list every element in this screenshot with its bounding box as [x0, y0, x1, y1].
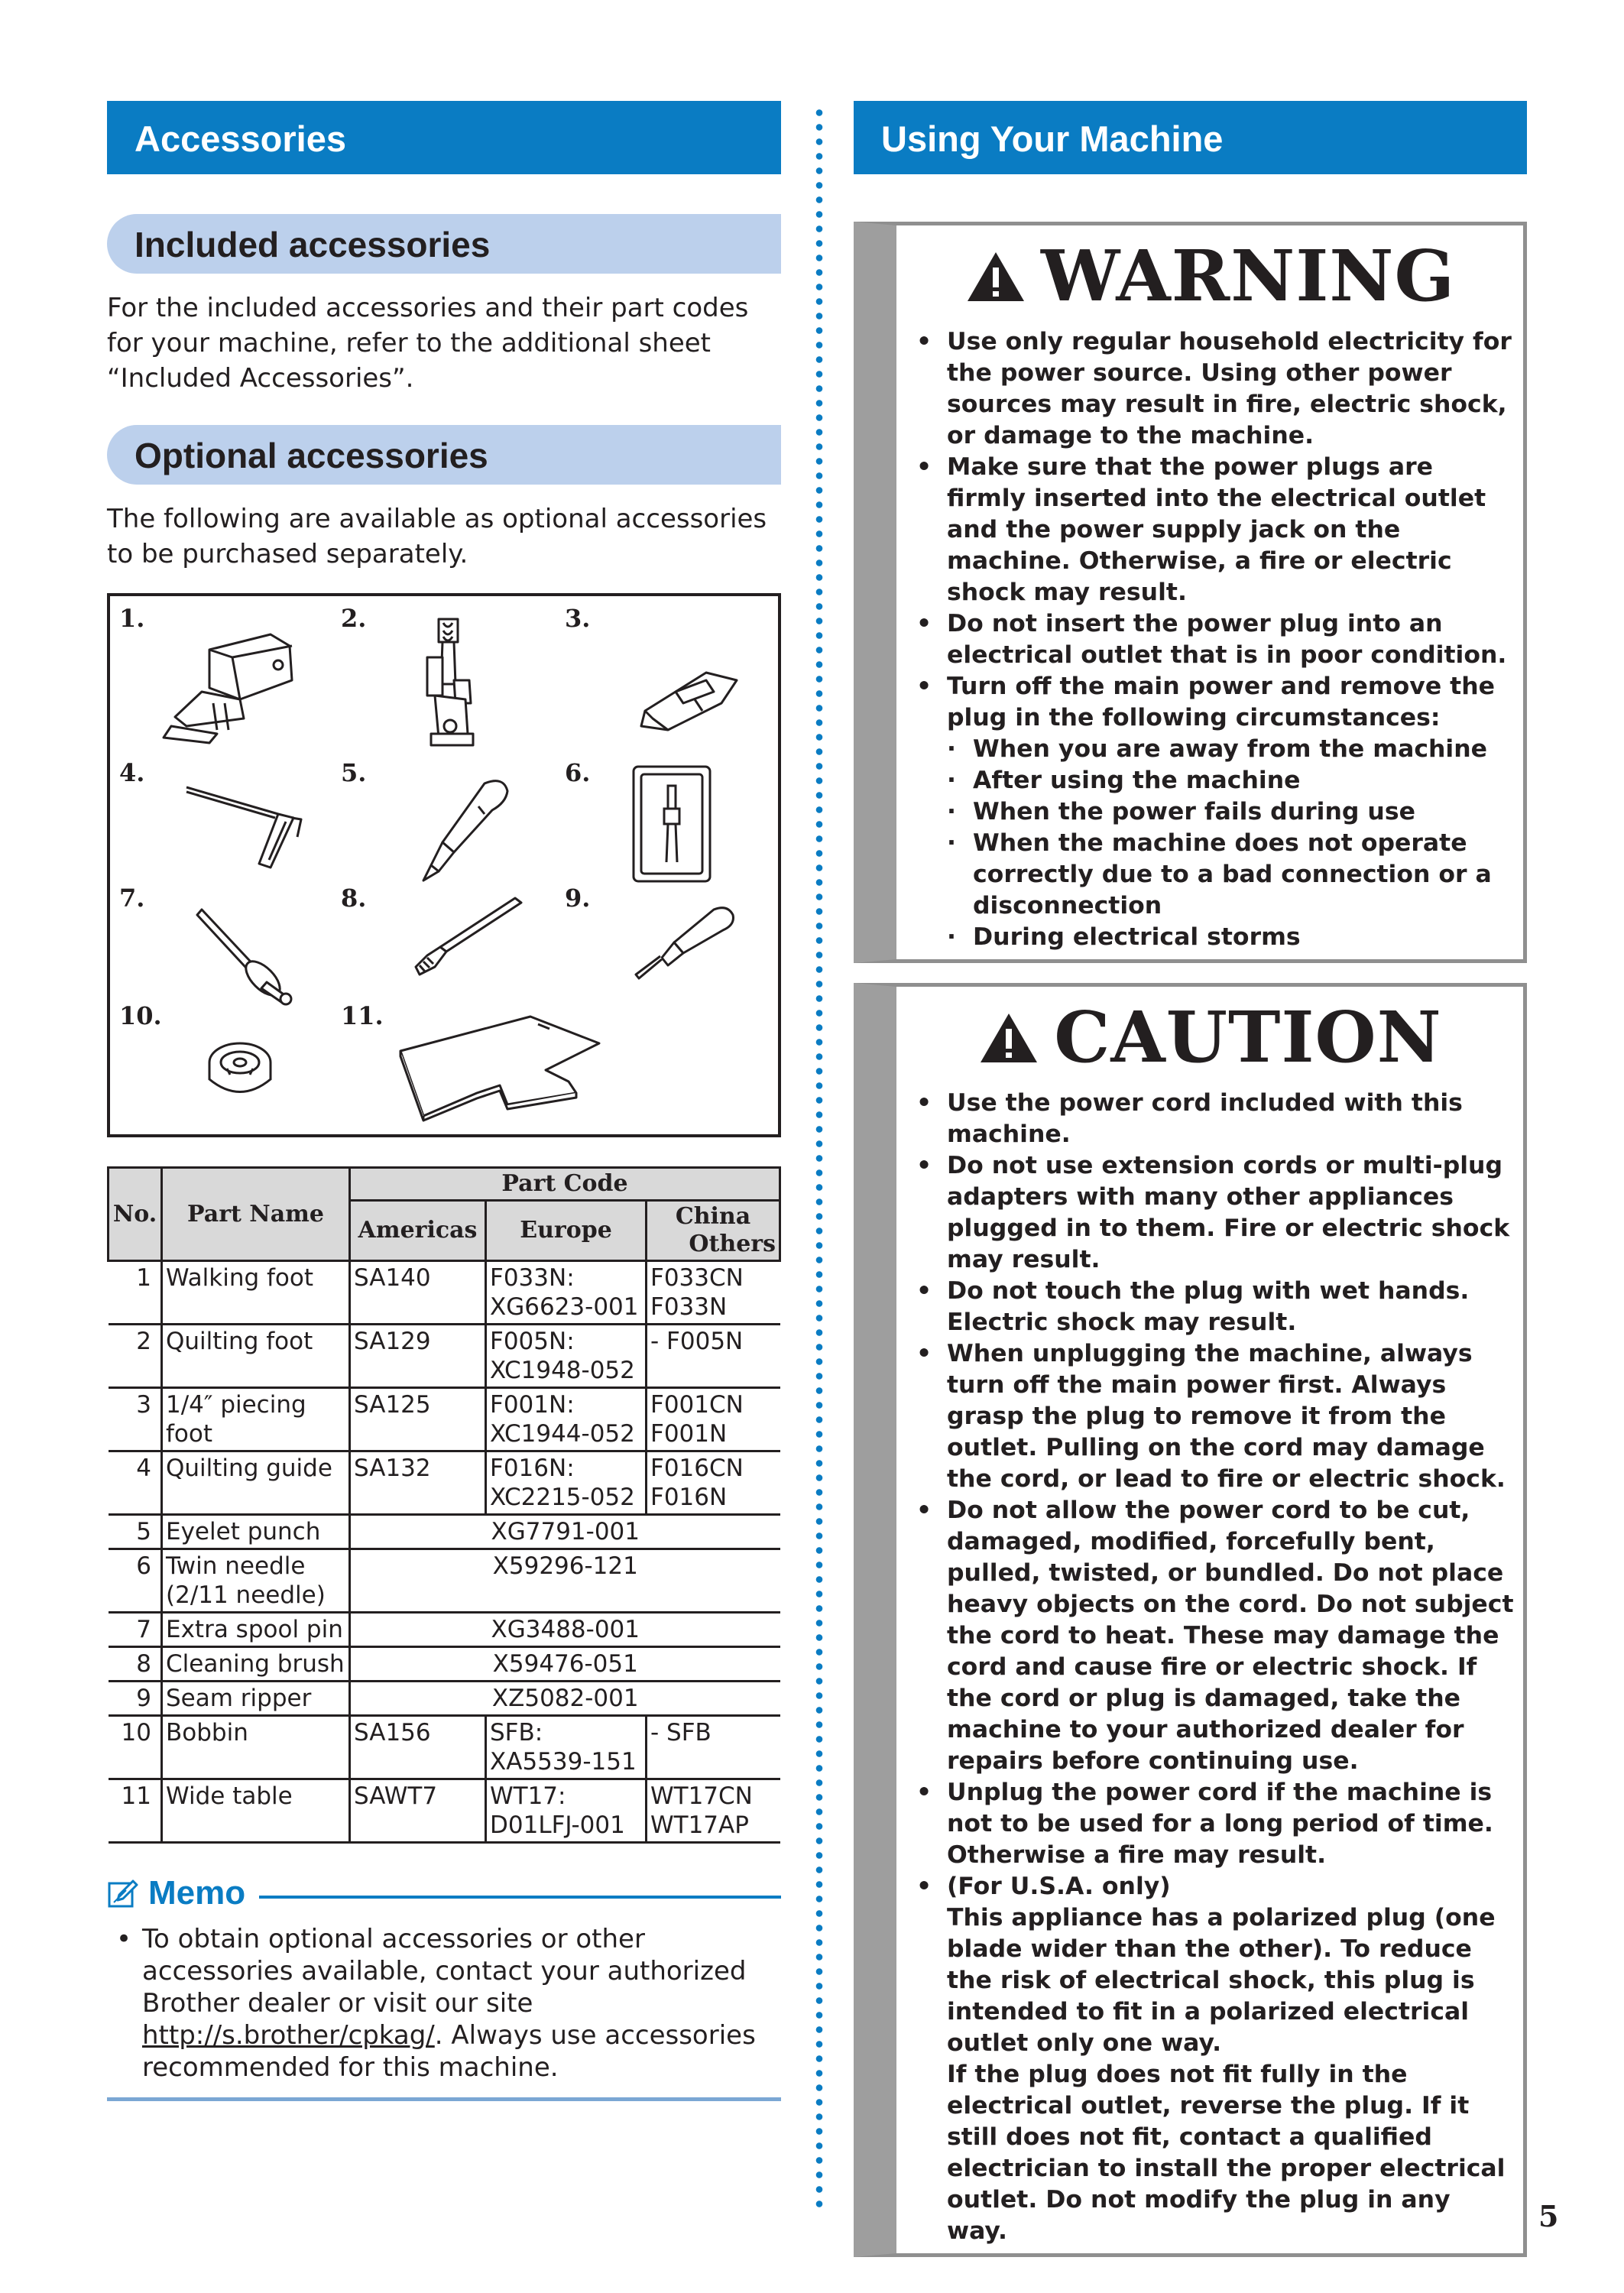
figure-label-4: 4. — [119, 758, 145, 787]
code-americas: SA156 — [350, 1716, 486, 1779]
warning-box — [854, 222, 1527, 963]
header-others: Others — [689, 1231, 776, 1257]
list-item: • Do not insert the power plug into an electrical outlet that is in poor condition. — [912, 608, 1519, 671]
memo-title: Memo — [148, 1874, 246, 1912]
list-item: • Turn off the main power and remove the plug in the following circumstances: — [912, 671, 1519, 734]
optional-accessories-table — [107, 1166, 781, 1844]
table-row — [109, 1682, 780, 1716]
code-europe: F016N: XC2215-052 — [486, 1451, 647, 1515]
figure-label-10: 10. — [119, 1001, 162, 1030]
figure-label-2: 2. — [341, 604, 367, 633]
code-europe: WT17: D01LFJ-001 — [486, 1779, 647, 1843]
seam-ripper-illustration — [630, 898, 752, 990]
table-row — [109, 1779, 780, 1843]
part-name: 1/4″ piecing foot — [162, 1388, 350, 1451]
optional-accessories-heading: Optional accessories — [107, 425, 781, 485]
polarized-plug-text: This appliance has a polarized plug (one blade wider than the other). To reduce the risk of electrical shock, this plug is intended to fit in a polarized electrical outlet only one way. — [947, 1904, 1496, 2057]
code-china-others: F016CN F016N — [647, 1451, 780, 1515]
section-title-accessories: Accessories — [107, 101, 781, 174]
left-column — [107, 101, 781, 2101]
memo-pencil-icon — [107, 1877, 139, 1909]
list-sub-item: · After using the machine — [912, 765, 1519, 796]
section-title-using-machine: Using Your Machine — [854, 101, 1527, 174]
table-row — [109, 1515, 780, 1549]
code-europe: F001N: XC1944-052 — [486, 1388, 647, 1451]
code-china-others: WT17CN WT17AP — [647, 1779, 780, 1843]
reverse-plug-text: If the plug does not fit fully in the electrical outlet, reverse the plug. If it still does not fit, contact a qualified electrician to install the proper electrical outlet. Do not modify the plug in any way. — [947, 2061, 1506, 2245]
page-number: 5 — [1538, 2199, 1559, 2233]
memo-rule — [259, 1896, 781, 1899]
header-europe: Europe — [486, 1201, 647, 1261]
header-americas: Americas — [350, 1201, 486, 1261]
list-item: • Use only regular household electricity for the power source. Using other power sources may result in fire, electric shock, or damage to the machine. — [912, 326, 1519, 452]
list-sub-item: · When the machine does not operate correctly due to a bad connection or a disconnection — [912, 828, 1519, 922]
part-name: Eyelet punch — [162, 1515, 350, 1549]
part-no: 7 — [109, 1613, 162, 1647]
bobbin-illustration — [198, 1032, 282, 1116]
part-no: 5 — [109, 1515, 162, 1549]
figure-label-3: 3. — [565, 604, 591, 633]
figure-label-6: 6. — [565, 758, 591, 787]
wide-table-illustration — [393, 1009, 622, 1124]
table-row — [109, 1647, 780, 1682]
part-no: 4 — [109, 1451, 162, 1515]
part-name: Walking foot — [162, 1261, 350, 1325]
list-sub-item: · When the power fails during use — [912, 796, 1519, 828]
part-name: Quilting guide — [162, 1451, 350, 1515]
table-row — [109, 1388, 780, 1451]
table-row — [109, 1549, 780, 1613]
part-name: Twin needle (2/11 needle) — [162, 1549, 350, 1613]
code-americas: SA129 — [350, 1325, 486, 1388]
figure-label-9: 9. — [565, 884, 591, 913]
part-no: 2 — [109, 1325, 162, 1388]
table-row — [109, 1613, 780, 1647]
accessories-figure — [107, 593, 781, 1137]
parts-table-body — [109, 1261, 780, 1843]
part-no: 3 — [109, 1388, 162, 1451]
warning-list — [896, 322, 1523, 959]
memo-box — [107, 1874, 781, 2101]
code-europe: SFB: XA5539-151 — [486, 1716, 647, 1779]
part-name: Seam ripper — [162, 1682, 350, 1716]
list-item: • Do not allow the power cord to be cut, damaged, modified, forcefully bent, pulled, twisted, or bundled. Do not place heavy objects on the cord. Do not subject the cord to heat. These may damage the cord and cause fire or electric shock. If the cord or plug is damaged, take the machine to your authorized dealer for repairs before continuing use. — [912, 1495, 1519, 1777]
caution-heading — [896, 991, 1523, 1083]
code-europe: F033N: XG6623-001 — [486, 1261, 647, 1325]
figure-label-5: 5. — [341, 758, 367, 787]
column-divider — [815, 105, 823, 2207]
code-americas: SA125 — [350, 1388, 486, 1451]
header-part-code: Part Code — [350, 1168, 780, 1201]
header-china-others — [647, 1201, 780, 1261]
twin-needle-illustration — [630, 763, 714, 885]
part-name: Wide table — [162, 1779, 350, 1843]
table-row — [109, 1451, 780, 1515]
included-accessories-heading: Included accessories — [107, 214, 781, 274]
part-no: 1 — [109, 1261, 162, 1325]
header-part-name: Part Name — [162, 1168, 350, 1261]
quilting-foot-illustration — [408, 611, 492, 753]
code-all-regions: XG3488-001 — [350, 1613, 780, 1647]
part-no: 10 — [109, 1716, 162, 1779]
code-europe: F005N: XC1948-052 — [486, 1325, 647, 1388]
spool-pin-illustration — [186, 898, 316, 1013]
eyelet-punch-illustration — [408, 772, 523, 887]
usa-only-label: • (For U.S.A. only) — [947, 1873, 1171, 1900]
table-row — [109, 1716, 780, 1779]
warning-triangle-icon — [964, 249, 1027, 304]
walking-foot-illustration — [156, 619, 309, 749]
code-china-others: F001CN F001N — [647, 1388, 780, 1451]
warning-heading — [896, 230, 1523, 322]
part-no: 9 — [109, 1682, 162, 1716]
list-item: • Make sure that the power plugs are firmly inserted into the electrical outlet and the power supply jack on the machine. Otherwise, a fire or electric shock may result. — [912, 452, 1519, 608]
list-item: • Use the power cord included with this machine. — [912, 1088, 1519, 1150]
code-all-regions: XZ5082-001 — [350, 1682, 780, 1716]
part-no: 8 — [109, 1647, 162, 1682]
piecing-foot-illustration — [630, 657, 752, 741]
list-item: • When unplugging the machine, always turn off the main power first. Always grasp the plug to remove it from the outlet. Pulling on the cord may damage the cord, or lead to fire or electric shock. — [912, 1338, 1519, 1495]
code-all-regions: XG7791-001 — [350, 1515, 780, 1549]
list-sub-item: · When you are away from the machine — [912, 734, 1519, 765]
code-americas: SA140 — [350, 1261, 486, 1325]
figure-label-7: 7. — [119, 884, 145, 913]
list-sub-item: · During electrical storms — [912, 922, 1519, 953]
optional-accessories-text: The following are available as optional accessories to be purchased separately. — [107, 504, 767, 569]
quilting-guide-illustration — [179, 780, 332, 879]
caution-box — [854, 983, 1527, 2257]
included-accessories-text: For the included accessories and their part codes for your machine, refer to the additional sheet “Included Accessories”. — [107, 293, 749, 394]
cleaning-brush-illustration — [408, 890, 530, 982]
list-item: • Do not touch the plug with wet hands. Electric shock may result. — [912, 1276, 1519, 1338]
table-row — [109, 1325, 780, 1388]
part-name: Cleaning brush — [162, 1647, 350, 1682]
caution-triangle-icon — [977, 1010, 1040, 1065]
memo-text-before: To obtain optional accessories or other accessories available, contact your authorized Brother dealer or visit our site — [142, 1924, 747, 2019]
code-all-regions: X59476-051 — [350, 1647, 780, 1682]
code-americas: SA132 — [350, 1451, 486, 1515]
code-china-others: - F005N — [647, 1325, 780, 1388]
memo-header — [107, 1874, 781, 1912]
warning-title: WARNING — [1040, 235, 1456, 317]
figure-label-11: 11. — [341, 1001, 384, 1030]
part-no: 6 — [109, 1549, 162, 1613]
caution-list — [896, 1083, 1523, 2253]
figure-label-1: 1. — [119, 604, 145, 633]
code-americas: SAWT7 — [350, 1779, 486, 1843]
list-item: • Do not use extension cords or multi-plug adapters with many other appliances plugged in to them. Fire or electric shock may result. — [912, 1150, 1519, 1276]
memo-text-after: . Always use accessories recommended for this machine. — [142, 2020, 756, 2083]
figure-label-8: 8. — [341, 884, 367, 913]
code-china-others: - SFB — [647, 1716, 780, 1779]
part-name: Quilting foot — [162, 1325, 350, 1388]
code-all-regions: X59296-121 — [350, 1549, 780, 1613]
brother-site-link[interactable]: http://s.brother/cpkag/ — [142, 2020, 435, 2051]
code-china-others: F033CN F033N — [647, 1261, 780, 1325]
right-column — [854, 101, 1527, 2257]
part-name: Bobbin — [162, 1716, 350, 1779]
caution-title: CAUTION — [1054, 996, 1442, 1078]
header-china: China — [675, 1203, 751, 1230]
header-no: No. — [109, 1168, 162, 1261]
part-name: Extra spool pin — [162, 1613, 350, 1647]
part-no: 11 — [109, 1779, 162, 1843]
list-item: • Unplug the power cord if the machine is not to be used for a long period of time. Otherwise a fire may result. — [912, 1777, 1519, 1871]
memo-text — [107, 1923, 781, 2101]
memo-bullet: • — [116, 1924, 132, 1954]
table-row — [109, 1261, 780, 1325]
list-item — [912, 1871, 1519, 2247]
